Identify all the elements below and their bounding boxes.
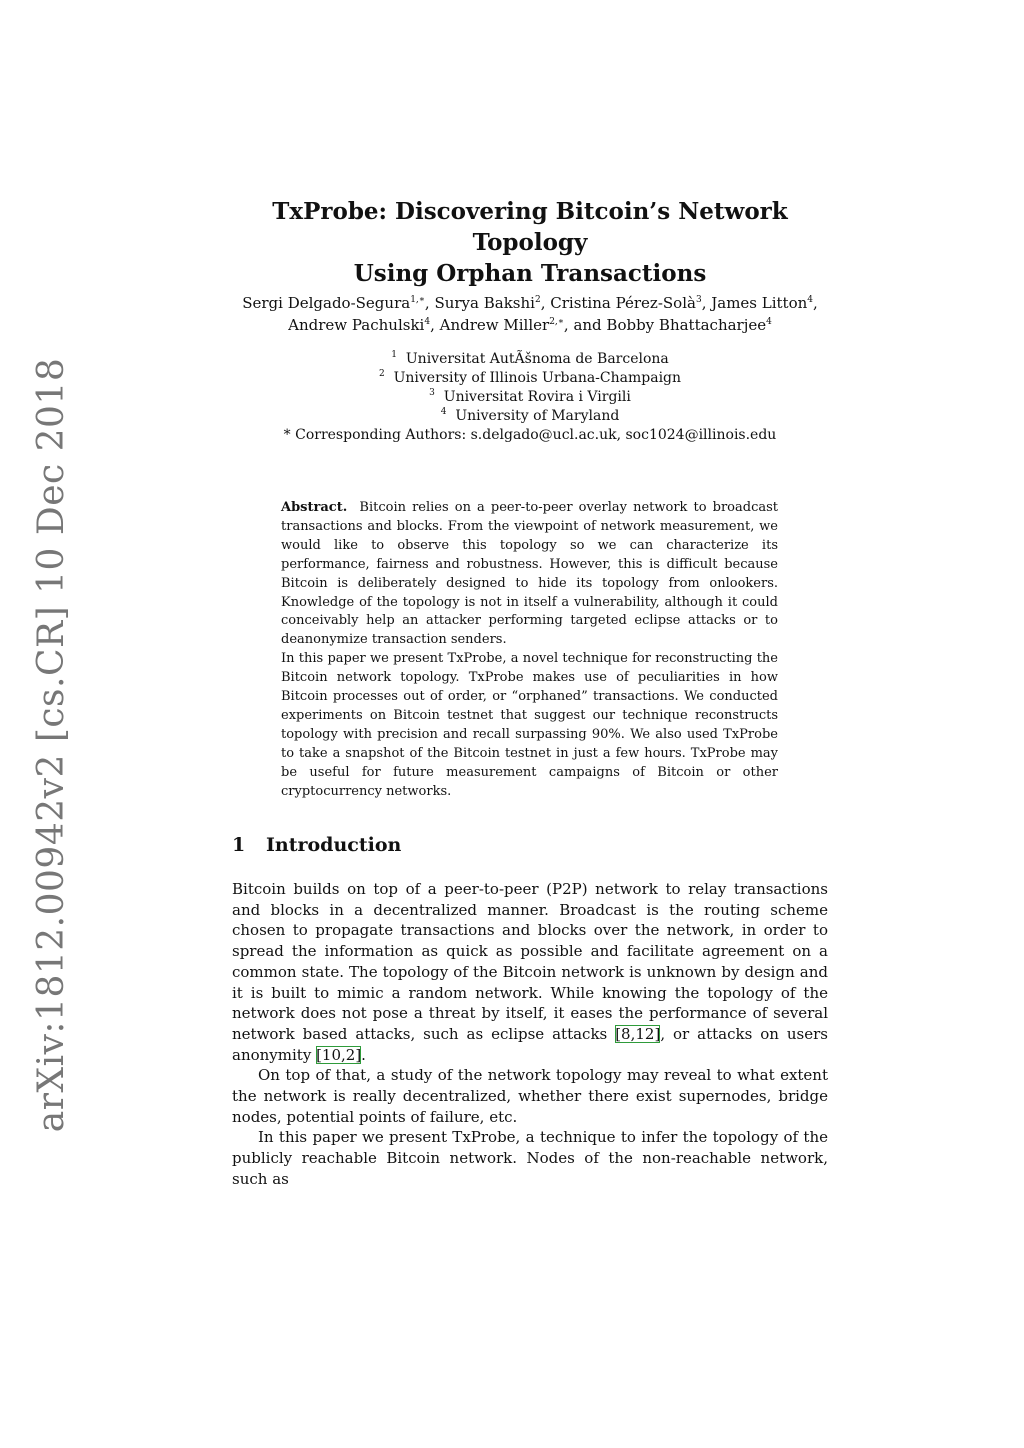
author-name: Sergi Delgado-Segura <box>242 294 411 312</box>
affiliation <box>232 369 828 388</box>
author-name: Andrew Pachulski <box>288 316 425 334</box>
body-paragraph-2: On top of that, a study of the network topology may reveal to what extent the network is really decentralized, whether there exist supernodes, bridge nodes, potential points of failure, etc. <box>232 1066 828 1126</box>
abstract-text-1: Bitcoin relies on a peer-to-peer overlay network to broadcast transactions and blocks. From the viewpoint of network measurement, we would like to observe this topology so we can characterize its performance, fairness and robustness. However, this is difficult because Bitcoin is deliberately designed to hide its topology from onlookers. Knowledge of the topology is not in itself a vulnerability, although it could conceivably help an attacker performing targeted eclipse attacks or to deanonymize transaction senders. <box>281 500 778 648</box>
corresponding-authors: * Corresponding Authors: s.delgado@ucl.ac.uk, soc1024@illinois.edu <box>283 427 777 443</box>
author-name: Bobby Bhattacharjee <box>606 316 767 334</box>
body-text-span: . <box>361 1045 366 1064</box>
author-name: James Litton <box>711 294 808 312</box>
author-affil-mark: 2 <box>534 295 541 305</box>
title-line-1: TxProbe: Discovering Bitcoin’s Network Topology <box>272 198 788 256</box>
affil-mark: 2 <box>378 369 385 379</box>
body-text-span: Bitcoin builds on top of a peer-to-peer (P2P) network to relay transactions and blocks in a decentralized manner. Broadcast is the routing scheme chosen to propagate transactions and blocks over the network, in order to spread the information as quick as possible and facilitate agreement on a common state. The topology of the Bitcoin network is unknown by design and it is built to mimic a random network. While knowing the topology of the network does not pose a threat by itself, it eases the performance of several network based attacks, such as eclipse attacks <box>232 880 828 1043</box>
author-affil-mark: 2,∗ <box>549 317 564 327</box>
affiliation <box>232 388 828 407</box>
citation-link[interactable]: [8,12] <box>615 1024 661 1043</box>
author-separator: , and <box>563 316 607 334</box>
section-heading <box>232 834 401 856</box>
author-affil-mark: 4 <box>807 295 813 305</box>
author-line-1 <box>232 292 828 314</box>
abstract-paragraph-1 <box>281 499 778 650</box>
author-name: Andrew Miller <box>439 316 550 334</box>
affil-text: Universitat Rovira i Virgili <box>443 389 631 405</box>
author-separator: , <box>430 316 440 334</box>
affil-text: University of Maryland <box>455 408 620 424</box>
affiliation-list <box>232 350 828 445</box>
title-line-2: Using Orphan Transactions <box>353 260 707 287</box>
body-paragraph-1 <box>232 879 828 1065</box>
citation-link[interactable]: [10,2] <box>316 1045 362 1064</box>
author-separator: , <box>540 294 551 312</box>
author-line-2 <box>232 314 828 336</box>
affiliation <box>232 407 828 426</box>
affil-mark: 3 <box>429 388 435 398</box>
author-affil-mark: 4 <box>424 317 431 327</box>
affiliation <box>232 350 828 369</box>
affil-mark: 1 <box>391 350 397 360</box>
affil-text: Universitat AutÃšnoma de Barcelona <box>405 351 669 367</box>
abstract-label: Abstract. <box>281 500 348 515</box>
affil-text: University of Illinois Urbana-Champaign <box>393 370 682 386</box>
body-paragraph-3: In this paper we present TxProbe, a technique to infer the topology of the publicly reachable Bitcoin network. Nodes of the non-reachable network, such as <box>232 1128 828 1188</box>
author-name: Cristina Pérez-Solà <box>550 294 696 312</box>
section-title: Introduction <box>266 834 402 856</box>
body-text <box>232 879 828 1190</box>
paper-title <box>232 196 828 289</box>
author-list <box>232 292 828 336</box>
abstract-paragraph-2: In this paper we present TxProbe, a novel technique for reconstructing the Bitcoin network topology. TxProbe makes use of peculiarities in how Bitcoin processes out of order, or “orphaned” transactions. We conducted experiments on Bitcoin testnet that suggest our technique reconstructs topology with precision and recall surpassing 90%. We also used TxProbe to take a snapshot of the Bitcoin testnet in just a few hours. TxProbe may be useful for future measurement campaigns of Bitcoin or other cryptocurrency networks. <box>281 651 778 799</box>
author-separator: , <box>424 294 435 312</box>
arxiv-identifier: arXiv:1812.00942v2 [cs.CR] 10 Dec 2018 <box>31 357 72 1133</box>
section-number: 1 <box>232 834 246 856</box>
author-affil-mark: 3 <box>695 295 702 305</box>
author-separator: , <box>701 294 712 312</box>
author-affil-mark: 1,∗ <box>410 295 425 305</box>
abstract <box>281 499 778 802</box>
author-separator: , <box>813 294 818 312</box>
body-text-span: , or attacks on users anonymity <box>232 1024 828 1064</box>
author-affil-mark: 4 <box>766 317 772 327</box>
affil-mark: 4 <box>440 407 447 417</box>
author-name: Surya Bakshi <box>434 294 535 312</box>
